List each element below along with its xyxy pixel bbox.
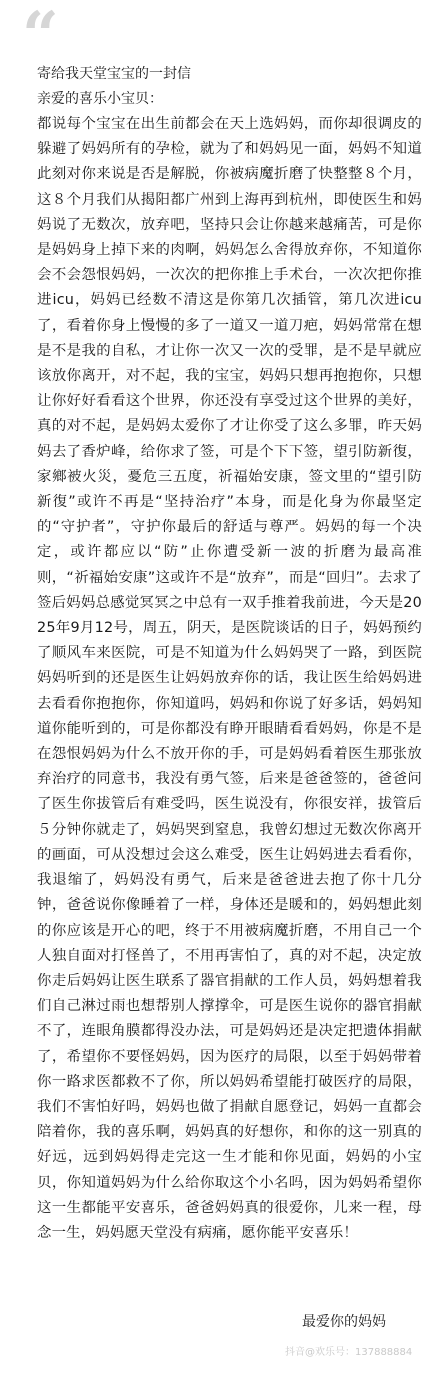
letter-greeting: 亲爱的喜乐小宝贝： [37,91,163,107]
quote-mark-icon: “ [22,0,59,73]
letter-content [37,62,422,1246]
letter-body: 都说每个宝宝在出生前都会在天上选妈妈，而你却很调皮的躲避了妈妈所有的孕检，就为了和妈妈见一面，妈妈不知道此刻对你来说是否是解脱，你被病魔折磨了快整整８个月，这８个月我们从揭阳都广州到上海再到杭州，即使医生和妈妈说了无数次，放弃吧，坚持只会让你越来越痛苦，可是你是妈妈身上掉下来的肉啊，妈妈怎么舍得放弃你，不知道你会不会怨恨妈妈，一次次的把你推上手术台，一次次把你推进icu，妈妈已经数不清这是你第几次插管，第几次进icu了，看着你身上慢慢的多了一道又一道刀疤，妈妈常常在想是不是我的自私，才让你一次又一次的受罪，是不是早就应该放你离开，对不起，我的宝宝，妈妈只想再抱抱你，只想让你好好看看这个世界，你还没有享受过这个世界的美好，真的对不起，是妈妈太爱你了才让你受了这么多罪，昨天妈妈去了香炉峰，给你求了签，可是个下下签，望引防新復，家鄉被火災，憂危三五度，祈福始安康，签文里的“望引防新復”或许不再是“坚持治疗”本身，而是化身为你最坚定的“守护者”，守护你最后的舒适与尊严。妈妈的每一个决定，或许都应以“防”止你遭受新一波的折磨为最高准则，“祈福始安康”这或许不是“放弃”，而是“回归”。去求了签后妈妈总感觉冥冥之中总有一双手推着我前进，今天是2025年9月12号，周五，阴天，是医院谈话的日子，妈妈预约了顺风车来医院，可是不知道为什么妈妈哭了一路，到医院妈妈听到的还是医生让妈妈放弃你的话，我让医生给妈妈进去看看你抱抱你，你知道吗，妈妈和你说了好多话，妈妈知道你能听到的，可是你都没有睁开眼睛看看妈妈，你是不是在怨恨妈妈为什么不放开你的手，可是妈妈看着医生那张放弃治疗的同意书，我没有勇气签，后来是爸爸签的，爸爸问了医生你拔管后有难受吗，医生说没有，你很安祥，拔管后５分钟你就走了，妈妈哭到窒息，我曾幻想过无数次你离开的画面，可从没想过会这么难受，医生让妈妈进去看看你，我退缩了，妈妈没有勇气，后来是爸爸进去抱了你十几分钟，爸爸说你像睡着了一样，身体还是暖和的，妈妈想此刻的你应该是开心的吧，终于不用被病魔折磨，不用自己一个人独自面对打怪兽了，不用再害怕了，真的对不起，决定放你走后妈妈让医生联系了器官捐献的工作人员，妈妈想着我们自己淋过雨也想帮别人撑撑伞，可是医生说你的器官捐献不了，连眼角膜都得没办法，可是妈妈还是决定把遗体捐献了，希望你不要怪妈妈，因为医疗的局限，以至于妈妈带着你一路求医都救不了你，所以妈妈希望能打破医疗的局限，我们不害怕好吗，妈妈也做了捐献自愿登记，妈妈一直都会陪着你，我的喜乐啊，妈妈真的好想你，和你的这一别真的好远，远到妈妈得走完这一生才能和你见面，妈妈的小宝贝，你知道妈妈为什么给你取这个小名吗，因为妈妈希望你这一生都能平安喜乐，爸爸妈妈真的很爱你，儿来一程，母念一生，妈妈愿天堂没有病痛，愿你能平安喜乐！ [37,116,422,1241]
letter-signature: 最爱你的妈妈 [302,1314,386,1330]
letter-title: 寄给我天堂宝宝的一封信 [37,66,191,82]
watermark: 抖音@欢乐号：137888884 [285,1347,413,1358]
